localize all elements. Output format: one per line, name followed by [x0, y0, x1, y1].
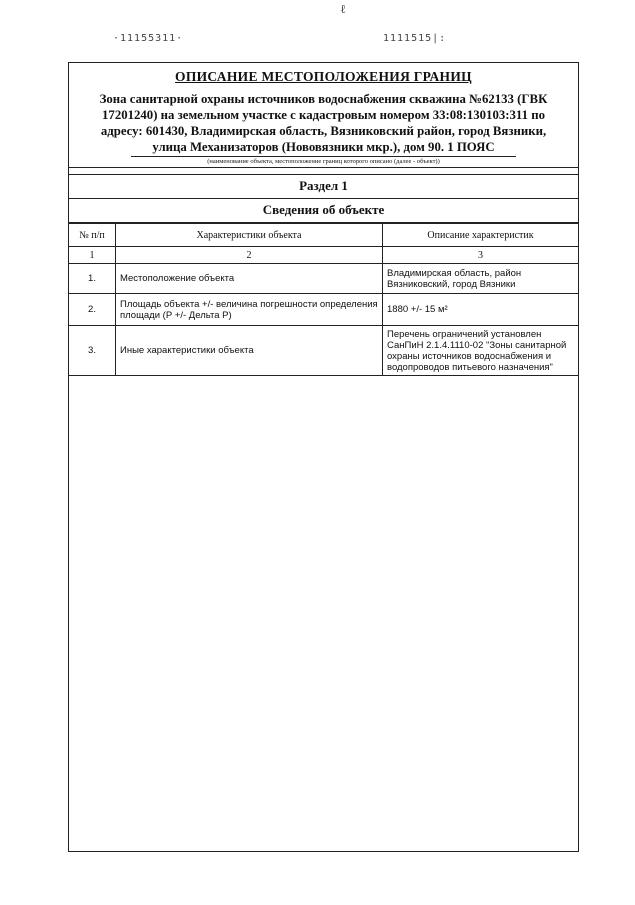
table-row — [69, 326, 578, 376]
table-row — [69, 264, 578, 294]
document-subject — [77, 91, 570, 155]
column-number-row — [69, 247, 578, 264]
column-header: Характеристики объекта — [116, 224, 383, 247]
subject-line: улица Механизаторов (Нововязники мкр.), дом 90. 1 ПОЯС — [152, 140, 495, 154]
column-number: 2 — [116, 247, 383, 264]
row-description: Перечень ограничений установлен СанПиН 2.1.4.1110-02 "Зоны санитарной охраны источников водоснабжения и водопроводов питьевого назначения" — [383, 326, 579, 376]
row-characteristic: Иные характеристики объекта — [116, 326, 383, 376]
column-header: Описание характеристик — [383, 224, 579, 247]
row-number: 3. — [69, 326, 116, 376]
section-subtitle: Сведения об объекте — [69, 199, 578, 223]
row-characteristic: Площадь объекта +/- величина погрешности определения площади (Р +/- Дельта Р) — [116, 294, 383, 326]
row-characteristic: Местоположение объекта — [116, 264, 383, 294]
subject-line: адресу: 601430, Владимирская область, Вязниковский район, город Вязники, — [100, 124, 547, 138]
row-description: 1880 +/- 15 м² — [383, 294, 579, 326]
scan-mark-top: ℓ — [340, 2, 347, 16]
document-header — [69, 63, 578, 168]
column-number: 1 — [69, 247, 116, 264]
document-title: ОПИСАНИЕ МЕСТОПОЛОЖЕНИЯ ГРАНИЦ — [175, 69, 472, 84]
column-header: № п/п — [69, 224, 116, 247]
scan-mark-left: ·11155311· — [113, 33, 184, 44]
column-number: 3 — [383, 247, 579, 264]
subject-note: (наименование объекта, местоположение границ которого описано (далее - объект)) — [131, 156, 516, 165]
document-frame — [68, 62, 579, 852]
row-number: 2. — [69, 294, 116, 326]
object-info-table — [69, 223, 578, 376]
subject-line: 17201240) на земельном участке с кадастровым номером 33:08:130103:311 по — [102, 108, 545, 122]
header-gap — [69, 168, 578, 175]
table-row — [69, 294, 578, 326]
subject-line: Зона санитарной охраны источников водоснабжения скважина №62133 (ГВК — [99, 92, 548, 106]
scan-mark-right: 1111515|: — [383, 33, 447, 44]
row-description: Владимирская область, район Вязниковский, город Вязники — [383, 264, 579, 294]
section-title: Раздел 1 — [69, 175, 578, 199]
table-header-row — [69, 224, 578, 247]
row-number: 1. — [69, 264, 116, 294]
